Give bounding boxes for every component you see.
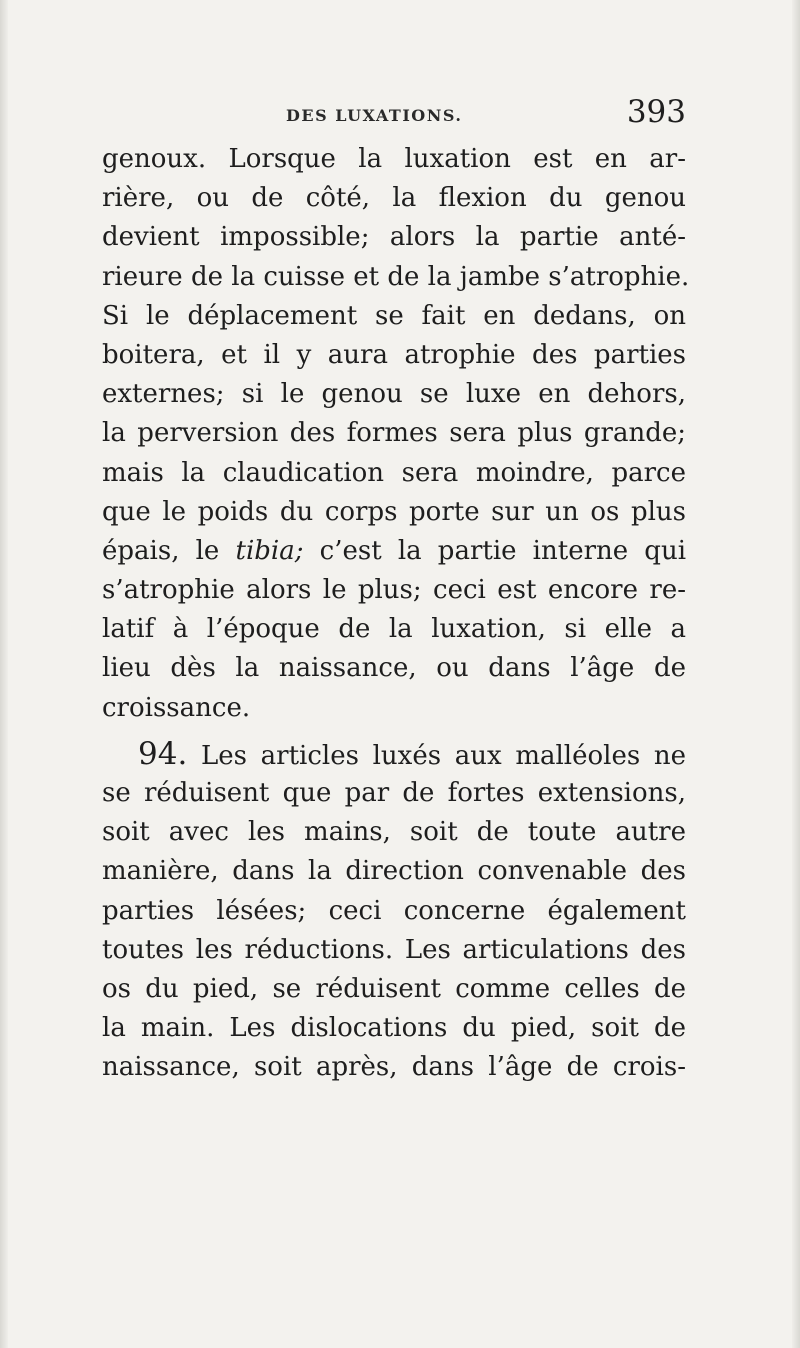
text-run: Les articles luxés aux malléoles ne [187, 740, 686, 771]
body-text [102, 140, 690, 1088]
paragraph-number: 94. [138, 735, 188, 772]
text-run: épais, le [102, 535, 236, 566]
text-line: mais la claudication sera moindre, parce [102, 457, 686, 488]
text-line: s’atrophie alors le plus; ceci est encore re- [102, 575, 686, 606]
text-line: se réduisent que par de fortes extensions, [102, 778, 686, 808]
text-line: toutes les réductions. Les articulations des [102, 934, 686, 965]
text-line: devient impossible; alors la partie anté- [102, 222, 686, 253]
text-line: croissance. [102, 692, 251, 723]
page-edge-right [792, 0, 800, 1348]
text-line: genoux. Lorsque la luxation est en ar- [102, 144, 686, 174]
text-line: la perversion des formes sera plus grande; [102, 418, 686, 449]
page-edge-left [0, 0, 8, 1348]
text-line: rière, ou de côté, la flexion du genou [102, 183, 686, 214]
text-line: os du pied, se réduisent comme celles de [102, 973, 686, 1004]
text-line: latif à l’époque de la luxation, si elle a [102, 614, 686, 645]
text-line: parties lésées; ceci concerne également [102, 895, 686, 926]
text-line: soit avec les mains, soit de toute autre [102, 817, 686, 848]
page-number: 393 [626, 94, 686, 130]
paragraph-gap [102, 728, 686, 735]
running-head [102, 94, 686, 136]
text-line: Si le déplacement se fait en dedans, on [102, 300, 686, 331]
text-line: lieu dès la naissance, ou dans l’âge de [102, 653, 686, 684]
text-line: la main. Les dislocations du pied, soit de [102, 1013, 686, 1044]
text-line: manière, dans la direction convenable des [102, 856, 686, 887]
text-line: rieure de la cuisse et de la jambe s’atrophie. [102, 261, 690, 292]
running-title: DES LUXATIONS. [286, 106, 463, 125]
text-line: que le poids du corps porte sur un os plus [102, 496, 686, 527]
paragraph-first-line [102, 735, 686, 774]
italic-term: tibia; [235, 535, 304, 566]
text-run: c’est la partie interne qui [303, 535, 687, 566]
text-line: boitera, et il y aura atrophie des parties [102, 339, 686, 370]
text-line: externes; si le genou se luxe en dehors, [102, 379, 686, 410]
text-line-with-italic [102, 532, 686, 571]
text-line: naissance, soit après, dans l’âge de crois- [102, 1052, 686, 1083]
